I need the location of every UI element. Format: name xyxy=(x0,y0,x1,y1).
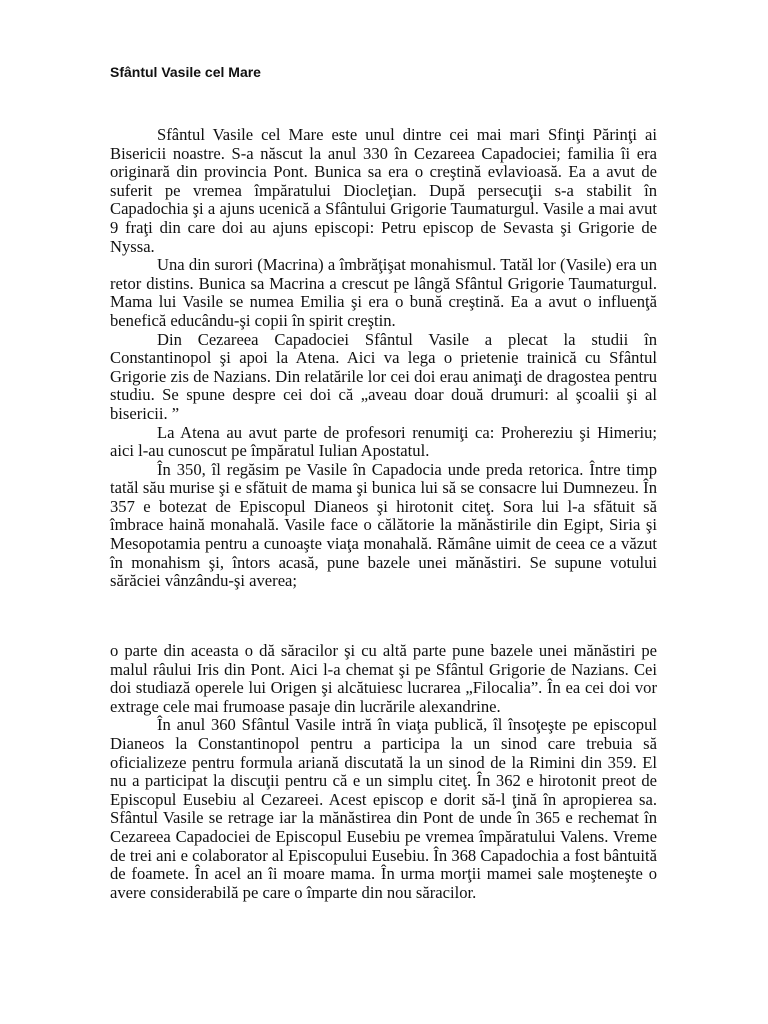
paragraph: Una din surori (Macrina) a îmbrăţişat monahismul. Tatăl lor (Vasile) era un retor distins. Bunica sa Macrina a crescut pe lângă Sfântul Grigorie Taumaturgul. Mama lui Vasile se numea Emilia şi era o bună creştină. Ea a avut o influenţă benefică educându-şi copii în spirit creştin. xyxy=(110,255,657,330)
paragraph: În 350, îl regăsim pe Vasile în Capadocia unde preda retorica. Între timp tatăl său murise şi e sfătuit de mama şi bunica lui să se consacre lui Dumnezeu. În 357 e botezat de Episcopul Dianeos şi hirotonit citeţ. Sora lui l-a sfătuit să îmbrace haină monahală. Vasile face o călătorie la mănăstirile din Egipt, Siria şi Mesopotamia pentru a cunoaşte viaţa monahală. Rămâne uimit de ceea ce a văzut în monahism şi, întors acasă, pune bazele unei mănăstiri. Se supune votului sărăciei vânzându-şi averea; xyxy=(110,459,657,591)
document-title: Sfântul Vasile cel Mare xyxy=(110,64,261,80)
paragraph-continuation: o parte din aceasta o dă săracilor şi cu altă parte pune bazele unei mănăstiri pe malul râului Iris din Pont. Aici l-a chemat şi pe Sfântul Grigorie de Nazians. Cei doi studiază operele lui Origen şi alcătuiesc lucrarea „Filocalia”. În ea cei doi vor extrage cele mai frumoase pasaje din lucrările alexandrine. xyxy=(110,641,657,716)
paragraph: În anul 360 Sfântul Vasile intră în viaţa publică, îl însoţeşte pe episcopul Dianeos la Constantinopol pentru a participa la un sinod care trebuia să oficializeze pentru formula ariană discutată la un sinod de la Rimini din 359. El nu a participat la discuţii pentru că e un simplu citeţ. În 362 e hirotonit preot de Episcopul Eusebiu al Cezareei. Acest episcop e dorit să-l ţină în apropierea sa. Sfântul Vasile se retrage iar la mănăstirea din Pont de unde în 365 e rechemat în Cezareea Capadociei de Episcopul Eusebiu pe vremea împăratului Valens. Vreme de trei ani e colaborator al Episcopului Eusebiu. În 368 Capadochia a fost bântuită de foamete. În acel an îi moare mama. În urma morţii mamei sale moşteneşte o avere considerabilă pe care o împarte din nou săracilor. xyxy=(110,715,657,902)
paragraph: Din Cezareea Capadociei Sfântul Vasile a plecat la studii în Constantinopol şi apoi la Atena. Aici va lega o prietenie trainică cu Sfântul Grigorie zis de Nazians. Din relatările lor cei doi erau animaţi de dragostea pentru studiu. Se spune despre cei doi că „aveau doar două drumuri: al şcoalii şi al bisericii. ” xyxy=(110,329,657,423)
paragraph: La Atena au avut parte de profesori renumiţi ca: Proherezіu şi Himeriu; aici l-au cunoscut pe împăratul Iulian Apostatul. xyxy=(110,422,657,461)
paragraph: Sfântul Vasile cel Mare este unul dintre cei mai mari Sfinţi Părinţi ai Bisericii noastre. S-a născut la anul 330 în Cezareea Capadociei; familia îi era originară din provincia Pont. Bunica sa era o creştină evlavioasă. Ea a avut de suferit pe vremea împăratului Diocleţian. După persecuţii s-a stabilit în Capadochia şi a ajuns ucenică a Sfântului Grigorie Taumaturgul. Vasile a mai avut 9 fraţi din care doi au ajuns episcopi: Petru episcop de Sevasta şi Grigorie de Nyssa. xyxy=(110,125,657,256)
text-block-bottom xyxy=(110,642,657,902)
text-block-top xyxy=(110,126,657,591)
